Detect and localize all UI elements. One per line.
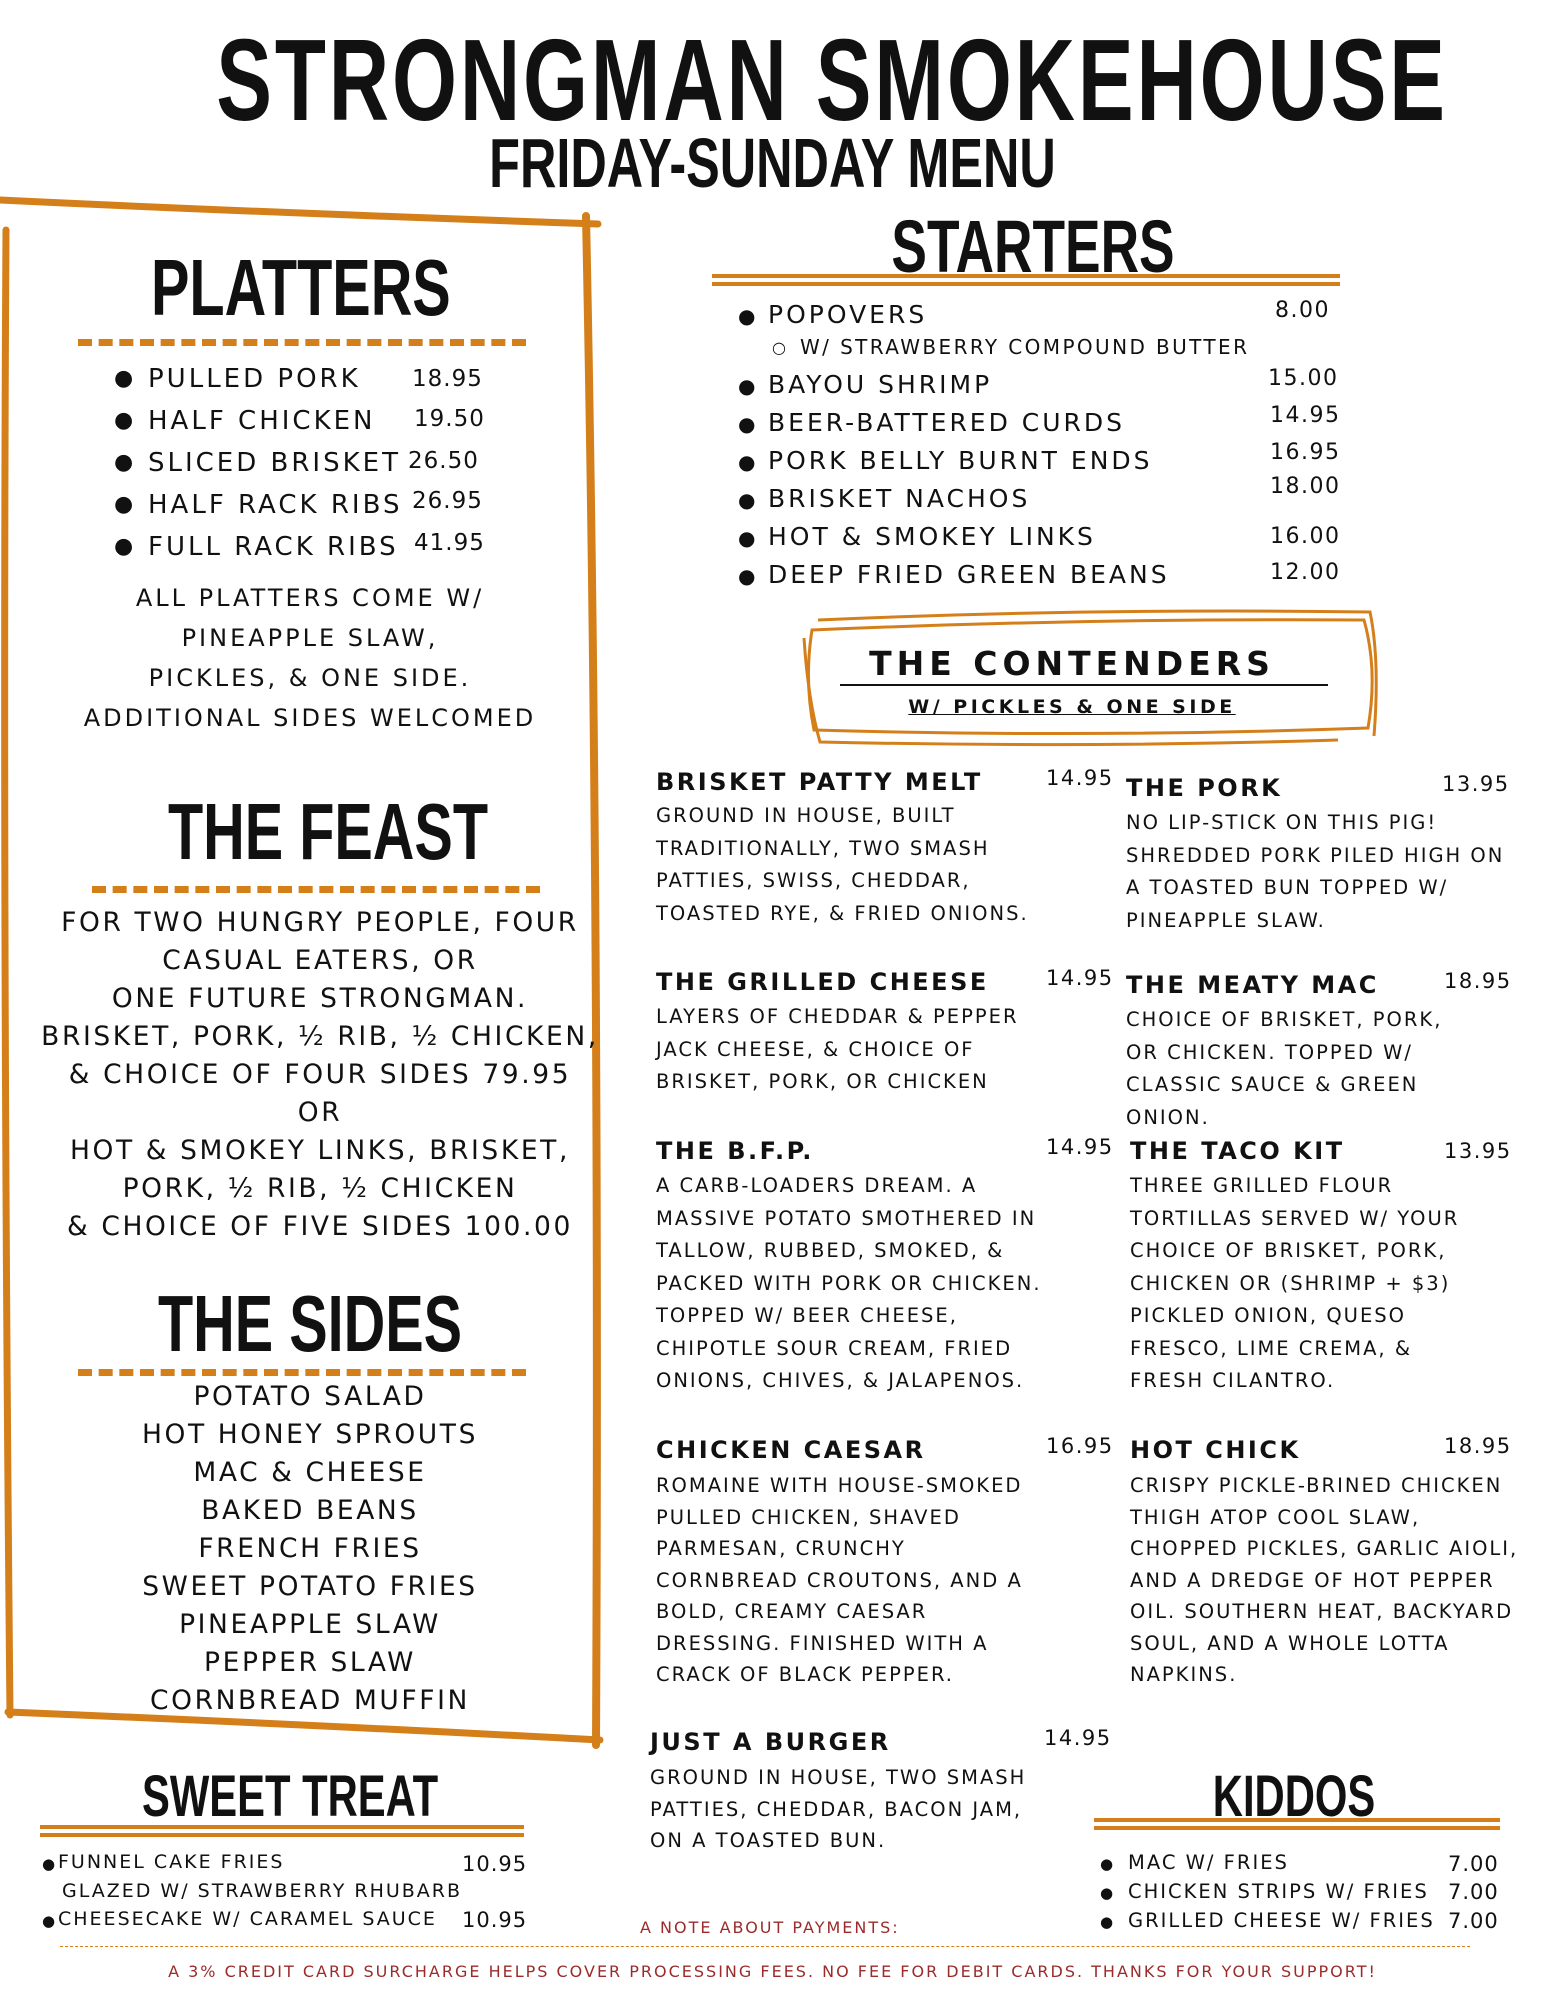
sweet-sub: GLAZED W/ STRAWBERRY RHUBARB xyxy=(62,1880,463,1902)
dish-line: TOASTED RYE, & FRIED ONIONS. xyxy=(656,901,1029,925)
feast-line: FOR TWO HUNGRY PEOPLE, FOUR xyxy=(61,907,579,938)
starter-name: HOT & SMOKEY LINKS xyxy=(768,522,1096,551)
feast-heading: THE FEAST xyxy=(168,787,489,876)
platter-price: 26.95 xyxy=(412,488,483,514)
dish-line: PATTIES, SWISS, CHEDDAR, xyxy=(656,869,971,892)
dish-line: PULLED CHICKEN, SHAVED xyxy=(656,1505,961,1529)
dish-name: CHICKEN CAESAR xyxy=(656,1436,926,1464)
circle-bullet-icon: ○ xyxy=(772,338,786,357)
bullet-icon: ● xyxy=(114,366,134,391)
kiddos-rule xyxy=(1094,1818,1500,1830)
bullet-icon: ● xyxy=(42,1855,56,1873)
dish-line: CORNBREAD CROUTONS, AND A xyxy=(656,1568,1023,1592)
bullet-icon: ● xyxy=(114,408,134,433)
platters-note-line: PICKLES, & ONE SIDE. xyxy=(148,664,472,692)
bullet-icon: ● xyxy=(114,450,134,475)
dish-line: SOUL, AND A WHOLE LOTTA xyxy=(1130,1631,1450,1655)
dish-line: PINEAPPLE SLAW. xyxy=(1126,908,1326,932)
dish-line: CRISPY PICKLE-BRINED CHICKEN xyxy=(1130,1474,1503,1497)
bullet-icon: ● xyxy=(1100,1913,1114,1931)
dish-line: NO LIP-STICK ON THIS PIG! xyxy=(1126,811,1438,834)
dish-line: ROMAINE WITH HOUSE-SMOKED xyxy=(656,1474,1023,1497)
dish-line: OR CHICKEN. TOPPED W/ xyxy=(1126,1040,1413,1064)
feast-line: BRISKET, PORK, ½ RIB, ½ CHICKEN, xyxy=(41,1021,599,1052)
payment-note-title: A NOTE ABOUT PAYMENTS: xyxy=(640,1918,900,1937)
dish-name: THE MEATY MAC xyxy=(1126,971,1379,999)
dish-line: A TOASTED BUN TOPPED W/ xyxy=(1126,876,1449,899)
feast-description xyxy=(30,904,610,1246)
dish-line: ONION. xyxy=(1126,1105,1210,1129)
dish-line: FRESCO, LIME CREMA, & xyxy=(1130,1336,1413,1360)
side-item: BAKED BEANS xyxy=(201,1495,419,1526)
bullet-icon: ● xyxy=(42,1912,56,1930)
dish-line: MASSIVE POTATO SMOTHERED IN xyxy=(656,1206,1037,1230)
starter-name: BEER-BATTERED CURDS xyxy=(768,408,1126,437)
footer-divider xyxy=(60,1946,1470,1947)
payment-note-text: A 3% CREDIT CARD SURCHARGE HELPS COVER PROCESSING FEES. NO FEE FOR DEBIT CARDS. THANKS FOR YOUR SUPPORT! xyxy=(168,1962,1377,1981)
bullet-icon: ● xyxy=(738,488,756,512)
platters-rule xyxy=(78,339,526,346)
dish-line: PARMESAN, CRUNCHY xyxy=(656,1537,906,1560)
platters-heading: PLATTERS xyxy=(151,243,451,332)
side-item: HOT HONEY SPROUTS xyxy=(141,1419,479,1450)
sweet-heading: SWEET TREAT xyxy=(142,1764,439,1829)
dish-line: TORTILLAS SERVED W/ YOUR xyxy=(1130,1206,1460,1230)
dish-line: CHOICE OF BRISKET, PORK, xyxy=(1130,1239,1447,1262)
dish-description xyxy=(1130,1170,1459,1398)
starter-price: 16.00 xyxy=(1270,524,1341,549)
feast-line: ONE FUTURE STRONGMAN. xyxy=(111,983,529,1014)
starters-rule xyxy=(712,274,1340,286)
bullet-icon: ● xyxy=(1100,1855,1114,1873)
sweet-name: CHEESECAKE W/ CARAMEL SAUCE xyxy=(58,1908,437,1930)
dish-price: 14.95 xyxy=(1046,766,1114,790)
dish-line: PICKLED ONION, QUESO xyxy=(1130,1304,1406,1327)
dish-name: THE TACO KIT xyxy=(1130,1137,1345,1165)
contenders-heading: THE CONTENDERS xyxy=(869,644,1275,683)
dish-line: AND A DREDGE OF HOT PEPPER xyxy=(1130,1568,1495,1592)
dish-name: THE GRILLED CHEESE xyxy=(656,968,989,996)
platter-price: 26.50 xyxy=(408,448,479,474)
dish-line: ON A TOASTED BUN. xyxy=(650,1829,887,1852)
dish-line: LAYERS OF CHEDDAR & PEPPER xyxy=(656,1005,1019,1028)
side-item: SWEET POTATO FRIES xyxy=(142,1571,478,1602)
kiddo-name: CHICKEN STRIPS W/ FRIES xyxy=(1128,1880,1429,1903)
platter-name: PULLED PORK xyxy=(148,364,361,394)
sides-rule xyxy=(78,1369,526,1376)
sweet-name: FUNNEL CAKE FRIES xyxy=(58,1851,285,1873)
platters-note xyxy=(40,578,580,738)
feast-line: PORK, ½ RIB, ½ CHICKEN xyxy=(122,1173,518,1204)
feast-rule xyxy=(92,886,540,893)
dish-line: JACK CHEESE, & CHOICE OF xyxy=(656,1037,975,1061)
kiddo-name: MAC W/ FRIES xyxy=(1128,1851,1289,1874)
bullet-icon: ● xyxy=(114,534,134,559)
side-item: PEPPER SLAW xyxy=(204,1647,416,1678)
dish-line: THIGH ATOP COOL SLAW, xyxy=(1130,1505,1421,1529)
dish-line: CHOPPED PICKLES, GARLIC AIOLI, xyxy=(1130,1537,1519,1560)
dish-line: BRISKET, PORK, OR CHICKEN xyxy=(656,1070,989,1093)
starter-price: 18.00 xyxy=(1270,474,1341,499)
side-item: PINEAPPLE SLAW xyxy=(179,1609,441,1640)
dish-line: TOPPED W/ BEER CHEESE, xyxy=(656,1304,958,1327)
dish-description xyxy=(656,1470,1023,1691)
dish-description xyxy=(1130,1470,1518,1691)
starter-price: 12.00 xyxy=(1270,560,1341,585)
dish-line: NAPKINS. xyxy=(1130,1663,1238,1686)
bullet-icon: ● xyxy=(738,564,756,588)
dish-name: JUST A BURGER xyxy=(650,1728,891,1756)
dish-line: GROUND IN HOUSE, BUILT xyxy=(656,804,956,827)
dish-line: PACKED WITH PORK OR CHICKEN. xyxy=(656,1271,1042,1295)
dish-line: CRACK OF BLACK PEPPER. xyxy=(656,1663,954,1686)
platter-name: FULL RACK RIBS xyxy=(148,532,399,562)
contenders-heading-underline xyxy=(840,684,1328,686)
side-item: MAC & CHEESE xyxy=(193,1457,427,1488)
dish-line: CHIPOTLE SOUR CREAM, FRIED xyxy=(656,1336,1013,1360)
starter-price: 15.00 xyxy=(1268,366,1339,391)
kiddo-price: 7.00 xyxy=(1448,1909,1499,1933)
starter-price: 16.95 xyxy=(1270,440,1341,465)
kiddo-price: 7.00 xyxy=(1448,1852,1499,1876)
dish-description xyxy=(656,1001,1019,1099)
platters-note-line: ADDITIONAL SIDES WELCOMED xyxy=(83,704,537,732)
dish-line: SHREDDED PORK PILED HIGH ON xyxy=(1126,843,1505,867)
contenders-subheading: W/ PICKLES & ONE SIDE xyxy=(908,696,1236,718)
kiddo-name: GRILLED CHEESE W/ FRIES xyxy=(1128,1909,1435,1932)
dish-name: HOT CHICK xyxy=(1130,1436,1301,1464)
sides-list xyxy=(60,1378,560,1720)
dish-price: 16.95 xyxy=(1046,1434,1114,1458)
side-item: POTATO SALAD xyxy=(193,1381,427,1412)
dish-description xyxy=(656,800,1029,930)
starter-price: 14.95 xyxy=(1270,403,1341,428)
dish-line: GROUND IN HOUSE, TWO SMASH xyxy=(650,1766,1027,1789)
dish-description xyxy=(650,1762,1026,1857)
starter-subnote: W/ STRAWBERRY COMPOUND BUTTER xyxy=(800,335,1250,359)
dish-line: OIL. SOUTHERN HEAT, BACKYARD xyxy=(1130,1600,1514,1623)
dish-line: TALLOW, RUBBED, SMOKED, & xyxy=(656,1239,1005,1262)
platter-name: SLICED BRISKET xyxy=(148,448,401,478)
dish-price: 14.95 xyxy=(1046,966,1114,990)
dish-line: DRESSING. FINISHED WITH A xyxy=(656,1631,989,1655)
platters-note-line: PINEAPPLE SLAW, xyxy=(181,624,439,652)
starter-name: DEEP FRIED GREEN BEANS xyxy=(768,560,1170,589)
dish-name: THE PORK xyxy=(1126,774,1283,802)
starter-name: BRISKET NACHOS xyxy=(768,484,1031,513)
dish-line: CHOICE OF BRISKET, PORK, xyxy=(1126,1008,1443,1031)
sides-heading: THE SIDES xyxy=(158,1279,463,1368)
kiddos-heading: KIDDOS xyxy=(1212,1764,1376,1829)
starter-price: 8.00 xyxy=(1275,298,1330,323)
platter-price: 41.95 xyxy=(414,530,485,556)
dish-description xyxy=(1126,807,1504,937)
dish-description xyxy=(1126,1004,1442,1134)
dish-line: TRADITIONALLY, TWO SMASH xyxy=(656,836,990,860)
sweet-price: 10.95 xyxy=(462,1852,528,1876)
dish-description xyxy=(656,1170,1042,1398)
platter-name: HALF CHICKEN xyxy=(148,406,376,436)
dish-price: 14.95 xyxy=(1044,1726,1112,1750)
dish-line: ONIONS, CHIVES, & JALAPENOS. xyxy=(656,1369,1025,1392)
sweet-rule xyxy=(40,1825,524,1837)
dish-name: THE B.F.P. xyxy=(656,1137,814,1165)
sweet-price: 10.95 xyxy=(462,1908,528,1932)
platter-price: 19.50 xyxy=(414,406,485,432)
dish-line: CHICKEN OR (SHRIMP + $3) xyxy=(1130,1271,1451,1295)
menu-title: STRONGMAN SMOKEHOUSE xyxy=(216,15,1448,145)
bullet-icon: ● xyxy=(738,374,756,398)
starters-heading: STARTERS xyxy=(891,205,1175,288)
dish-line: PATTIES, CHEDDAR, BACON JAM, xyxy=(650,1797,1023,1821)
side-item: CORNBREAD MUFFIN xyxy=(150,1685,470,1716)
feast-line: CASUAL EATERS, OR xyxy=(162,945,478,976)
dish-price: 18.95 xyxy=(1444,1434,1512,1458)
kiddo-price: 7.00 xyxy=(1448,1880,1499,1904)
bullet-icon: ● xyxy=(738,304,756,328)
dish-line: THREE GRILLED FLOUR xyxy=(1130,1174,1394,1197)
platter-price: 18.95 xyxy=(412,366,483,392)
dish-name: BRISKET PATTY MELT xyxy=(656,768,983,796)
dish-price: 14.95 xyxy=(1046,1135,1114,1159)
dish-line: BOLD, CREAMY CAESAR xyxy=(656,1600,928,1623)
starter-name: POPOVERS xyxy=(768,300,928,329)
dish-price: 13.95 xyxy=(1442,772,1510,796)
platters-note-line: ALL PLATTERS COME W/ xyxy=(135,584,485,612)
feast-line: & CHOICE OF FOUR SIDES 79.95 xyxy=(68,1059,572,1090)
starter-name: BAYOU SHRIMP xyxy=(768,370,993,399)
dish-price: 13.95 xyxy=(1444,1139,1512,1163)
feast-line: OR xyxy=(297,1097,343,1128)
starter-name: PORK BELLY BURNT ENDS xyxy=(768,446,1153,475)
dish-line: CLASSIC SAUCE & GREEN xyxy=(1126,1073,1419,1096)
bullet-icon: ● xyxy=(738,526,756,550)
menu-subtitle: FRIDAY-SUNDAY MENU xyxy=(489,124,1056,202)
dish-line: A CARB-LOADERS DREAM. A xyxy=(656,1174,978,1197)
side-item: FRENCH FRIES xyxy=(198,1533,422,1564)
feast-line: HOT & SMOKEY LINKS, BRISKET, xyxy=(70,1135,570,1166)
feast-line: & CHOICE OF FIVE SIDES 100.00 xyxy=(67,1211,573,1242)
bullet-icon: ● xyxy=(738,450,756,474)
bullet-icon: ● xyxy=(114,492,134,517)
bullet-icon: ● xyxy=(738,412,756,436)
bullet-icon: ● xyxy=(1100,1884,1114,1902)
dish-price: 18.95 xyxy=(1444,969,1512,993)
platter-name: HALF RACK RIBS xyxy=(148,490,403,520)
dish-line: FRESH CILANTRO. xyxy=(1130,1369,1336,1392)
